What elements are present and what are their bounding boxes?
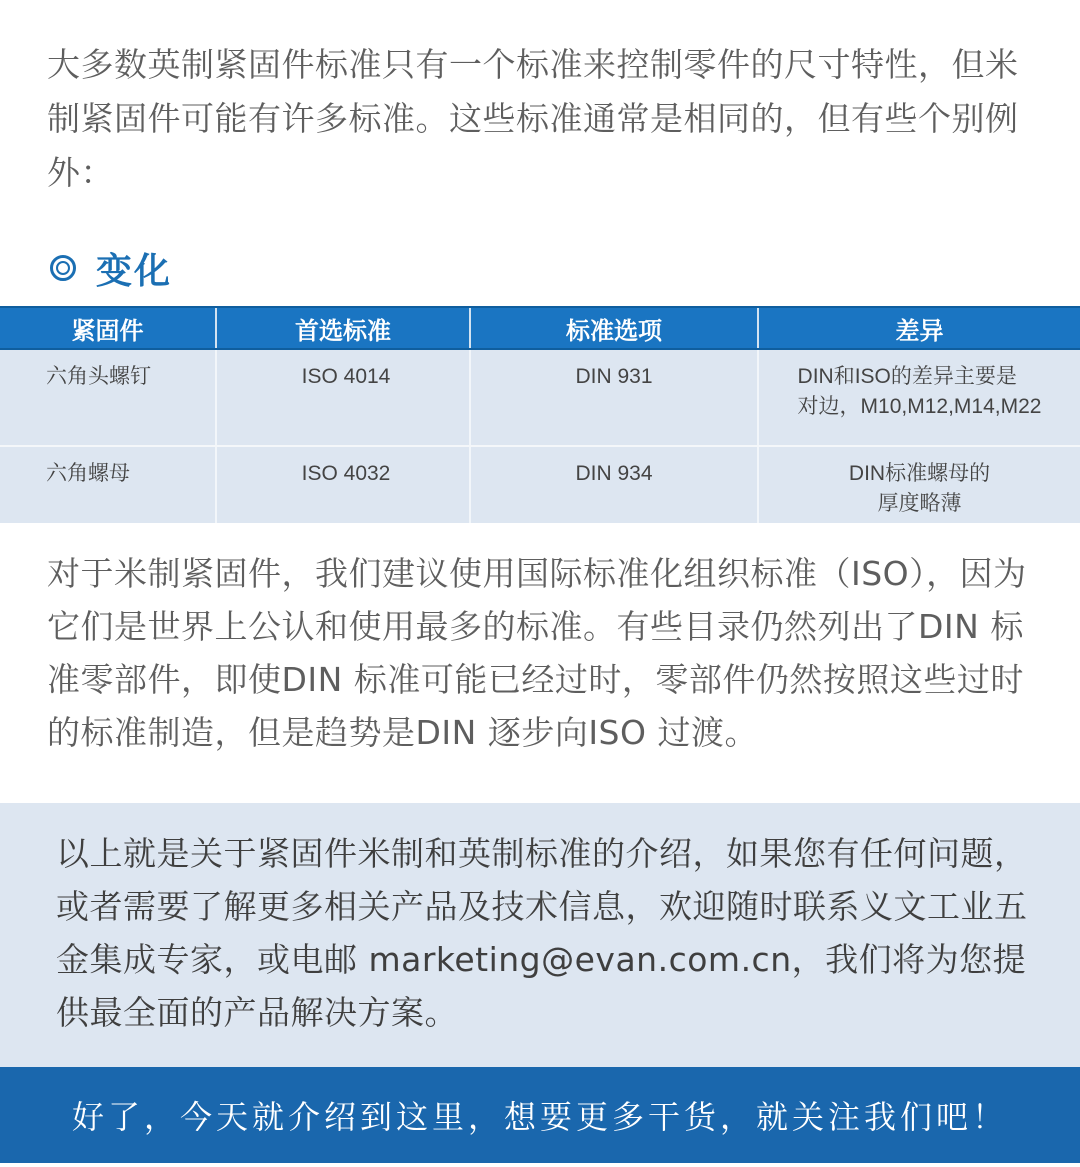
- section-heading: [50, 240, 172, 296]
- cell-preferred-standard: ISO 4014: [216, 349, 470, 446]
- summary-box: [0, 803, 1080, 1067]
- header-difference: 差异: [758, 307, 1080, 349]
- footer-text: 好了，今天就介绍到这里，想要更多干货，就关注我们吧！: [71, 1098, 1008, 1136]
- bottom-strip: [0, 1163, 1080, 1167]
- difference-line: DIN和ISO的差异主要是: [797, 365, 1017, 388]
- cell-fastener: 六角螺母: [0, 446, 216, 523]
- table-row: [0, 446, 1080, 523]
- recommendation-paragraph: 对于米制紧固件，我们建议使用国际标准化组织标准（ISO），因为它们是世界上公认和使用最多的标准。有些目录仍然列出了DIN 标准零部件，即使DIN 标准可能已经过时，零部件仍然按照这些过时的标准制造，但是趋势是DIN 逐步向ISO 过渡。: [47, 554, 1027, 752]
- table-row: [0, 349, 1080, 446]
- cell-difference: [758, 446, 1080, 523]
- summary-paragraph: 以上就是关于紧固件米制和英制标准的介绍，如果您有任何问题，或者需要了解更多相关产品及技术信息，欢迎随时联系义文工业五金集成专家，或电邮 marketing@evan.com.cn，我们将为您提供最全面的产品解决方案。: [56, 834, 1028, 1032]
- header-preferred-standard: 首选标准: [216, 307, 470, 349]
- difference-line: 对边，M10,M12,M14,M22: [797, 395, 1042, 418]
- cell-difference: [758, 349, 1080, 446]
- double-circle-icon: [50, 255, 76, 281]
- footer-banner: [0, 1067, 1080, 1163]
- cell-standard-option: DIN 934: [470, 446, 758, 523]
- cell-fastener: 六角头螺钉: [0, 349, 216, 446]
- difference-line: DIN标准螺母的: [848, 462, 991, 485]
- intro-paragraph: 大多数英制紧固件标准只有一个标准来控制零件的尺寸特性，但米制紧固件可能有许多标准。这些标准通常是相同的，但有些个别例外：: [47, 45, 1019, 192]
- header-fastener: 紧固件: [0, 307, 216, 349]
- difference-line: 厚度略薄: [877, 492, 962, 515]
- standards-table: [0, 306, 1080, 523]
- cell-standard-option: DIN 931: [470, 349, 758, 446]
- table-header-row: [0, 307, 1080, 349]
- cell-preferred-standard: ISO 4032: [216, 446, 470, 523]
- section-title: 变化: [96, 250, 173, 292]
- header-standard-option: 标准选项: [470, 307, 758, 349]
